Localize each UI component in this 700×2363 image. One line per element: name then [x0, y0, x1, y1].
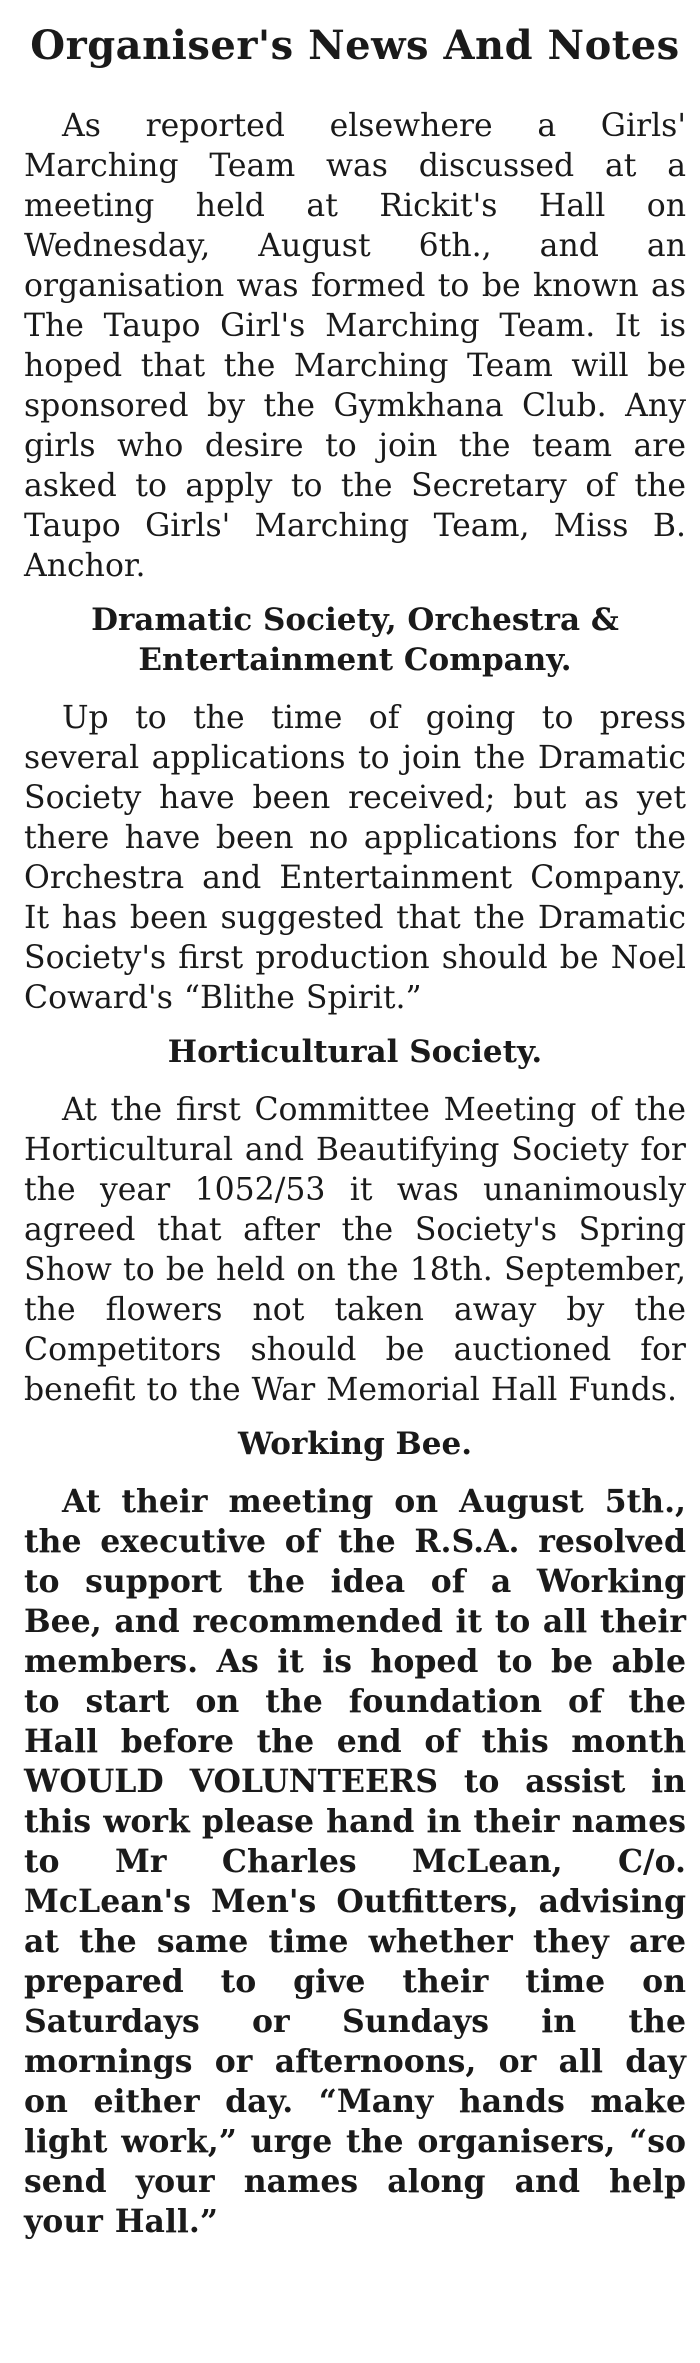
dramatic-section — [24, 600, 686, 1018]
horticultural-section — [24, 1032, 686, 1410]
dramatic-paragraph: Up to the time of going to press several applications to join the Dramatic Society have been received; but as yet there have been no applications for the Orchestra and Entertainment Company. It has been suggested that the Dramatic Society's first production should be Noel Coward's “Blithe Spirit.” — [24, 700, 686, 1016]
working-bee-text-part1: At their meeting on August 5th., the executive of the R.S.A. resolved to support the idea of a Working Bee, and recommended it to all their members. As it is hoped to be able to start on the foundation of the Hall before the end of this month — [24, 1483, 686, 1760]
dramatic-heading-line2: Entertainment Company. — [138, 642, 572, 678]
working-bee-text-part2: to assist in this work please hand in their names to Mr Charles McLean, C/o. McLean's Men's Outfitters, advising at the same time whether they are prepared to give their time on Saturdays or Sundays in the mornings or afternoons, or all day on either day. “Many hands make light work,” urge the organisers, “so send your names along and help your Hall.” — [24, 1763, 687, 2240]
intro-section — [24, 106, 686, 586]
horticultural-heading: Horticultural Society. — [167, 1034, 543, 1070]
intro-paragraph: As reported elsewhere a Girls' Marching Team was discussed at a meeting held at Rickit's Hall on Wednesday, August 6th., and an organisation was formed to be known as The Taupo Girl's Marching Team. It is hoped that the Marching Team will be sponsored by the Gymkhana Club. Any girls who desire to join the team are asked to apply to the Secretary of the Taupo Girls' Marching Team, Miss B. Anchor. — [24, 108, 686, 584]
article-title: Organiser's News And Notes — [30, 22, 680, 69]
working-bee-section — [24, 1424, 686, 2242]
horticultural-paragraph: At the first Committee Meeting of the Horticultural and Beautifying Society for the year 1052/53 it was unanimously agreed that after the Society's Spring Show to be held on the 18th. September, the flowers not taken away by the Competitors should be auctioned for benefit to the War Memorial Hall Funds. — [24, 1092, 686, 1408]
working-bee-emphasis: WOULD VOLUNTEERS — [24, 1763, 438, 1800]
working-bee-paragraph — [24, 1482, 686, 2242]
working-bee-heading: Working Bee. — [238, 1426, 472, 1462]
dramatic-heading-line1: Dramatic Society, Orchestra & — [91, 602, 619, 638]
dramatic-heading — [24, 600, 686, 680]
